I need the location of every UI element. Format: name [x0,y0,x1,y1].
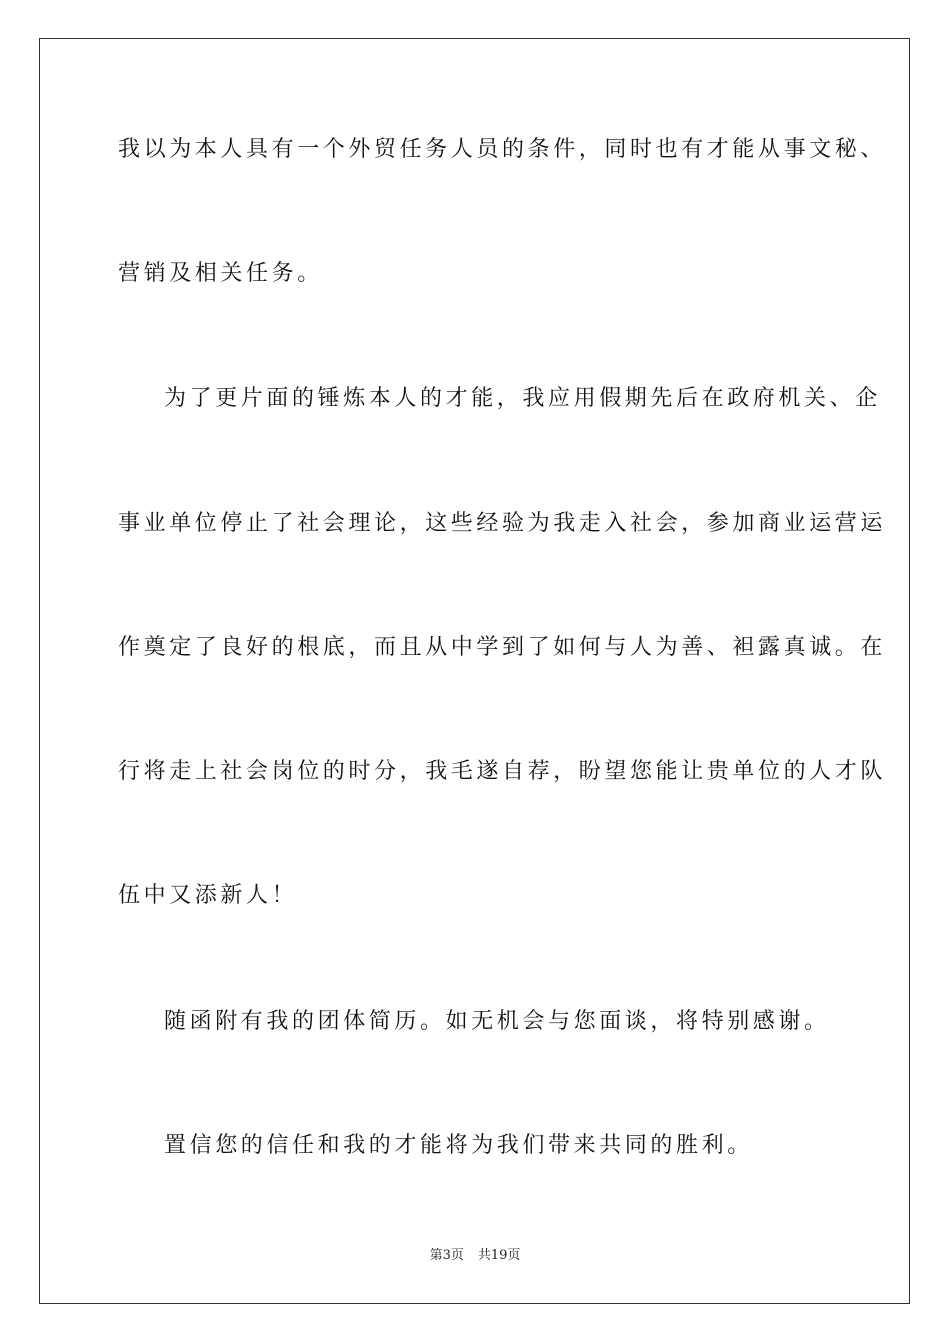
body-line-6: 行将走上社会岗位的时分，我毛遂自荐，盼望您能让贵单位的人才队 [118,759,887,784]
page-footer [0,1247,950,1265]
body-line-7: 伍中又添新人！ [118,883,298,908]
body-line-8: 随函附有我的团体简历。如无机会与您面谈，将特别感谢。 [164,1009,830,1034]
page-number: 第3页 [429,1248,464,1263]
body-line-9: 置信您的信任和我的才能将为我们带来共同的胜利。 [164,1133,753,1158]
page-frame [39,38,910,1304]
body-line-4: 事业单位停止了社会理论，这些经验为我走入社会，参加商业运营运 [118,511,887,536]
body-line-5: 作奠定了良好的根底，而且从中学到了如何与人为善、袒露真诚。在 [118,635,887,660]
total-pages: 共19页 [477,1248,521,1263]
body-line-3: 为了更片面的锤炼本人的才能，我应用假期先后在政府机关、企 [164,386,881,411]
body-line-2: 营销及相关任务。 [118,261,323,286]
body-line-1: 我以为本人具有一个外贸任务人员的条件，同时也有才能从事文秘、 [118,137,887,162]
